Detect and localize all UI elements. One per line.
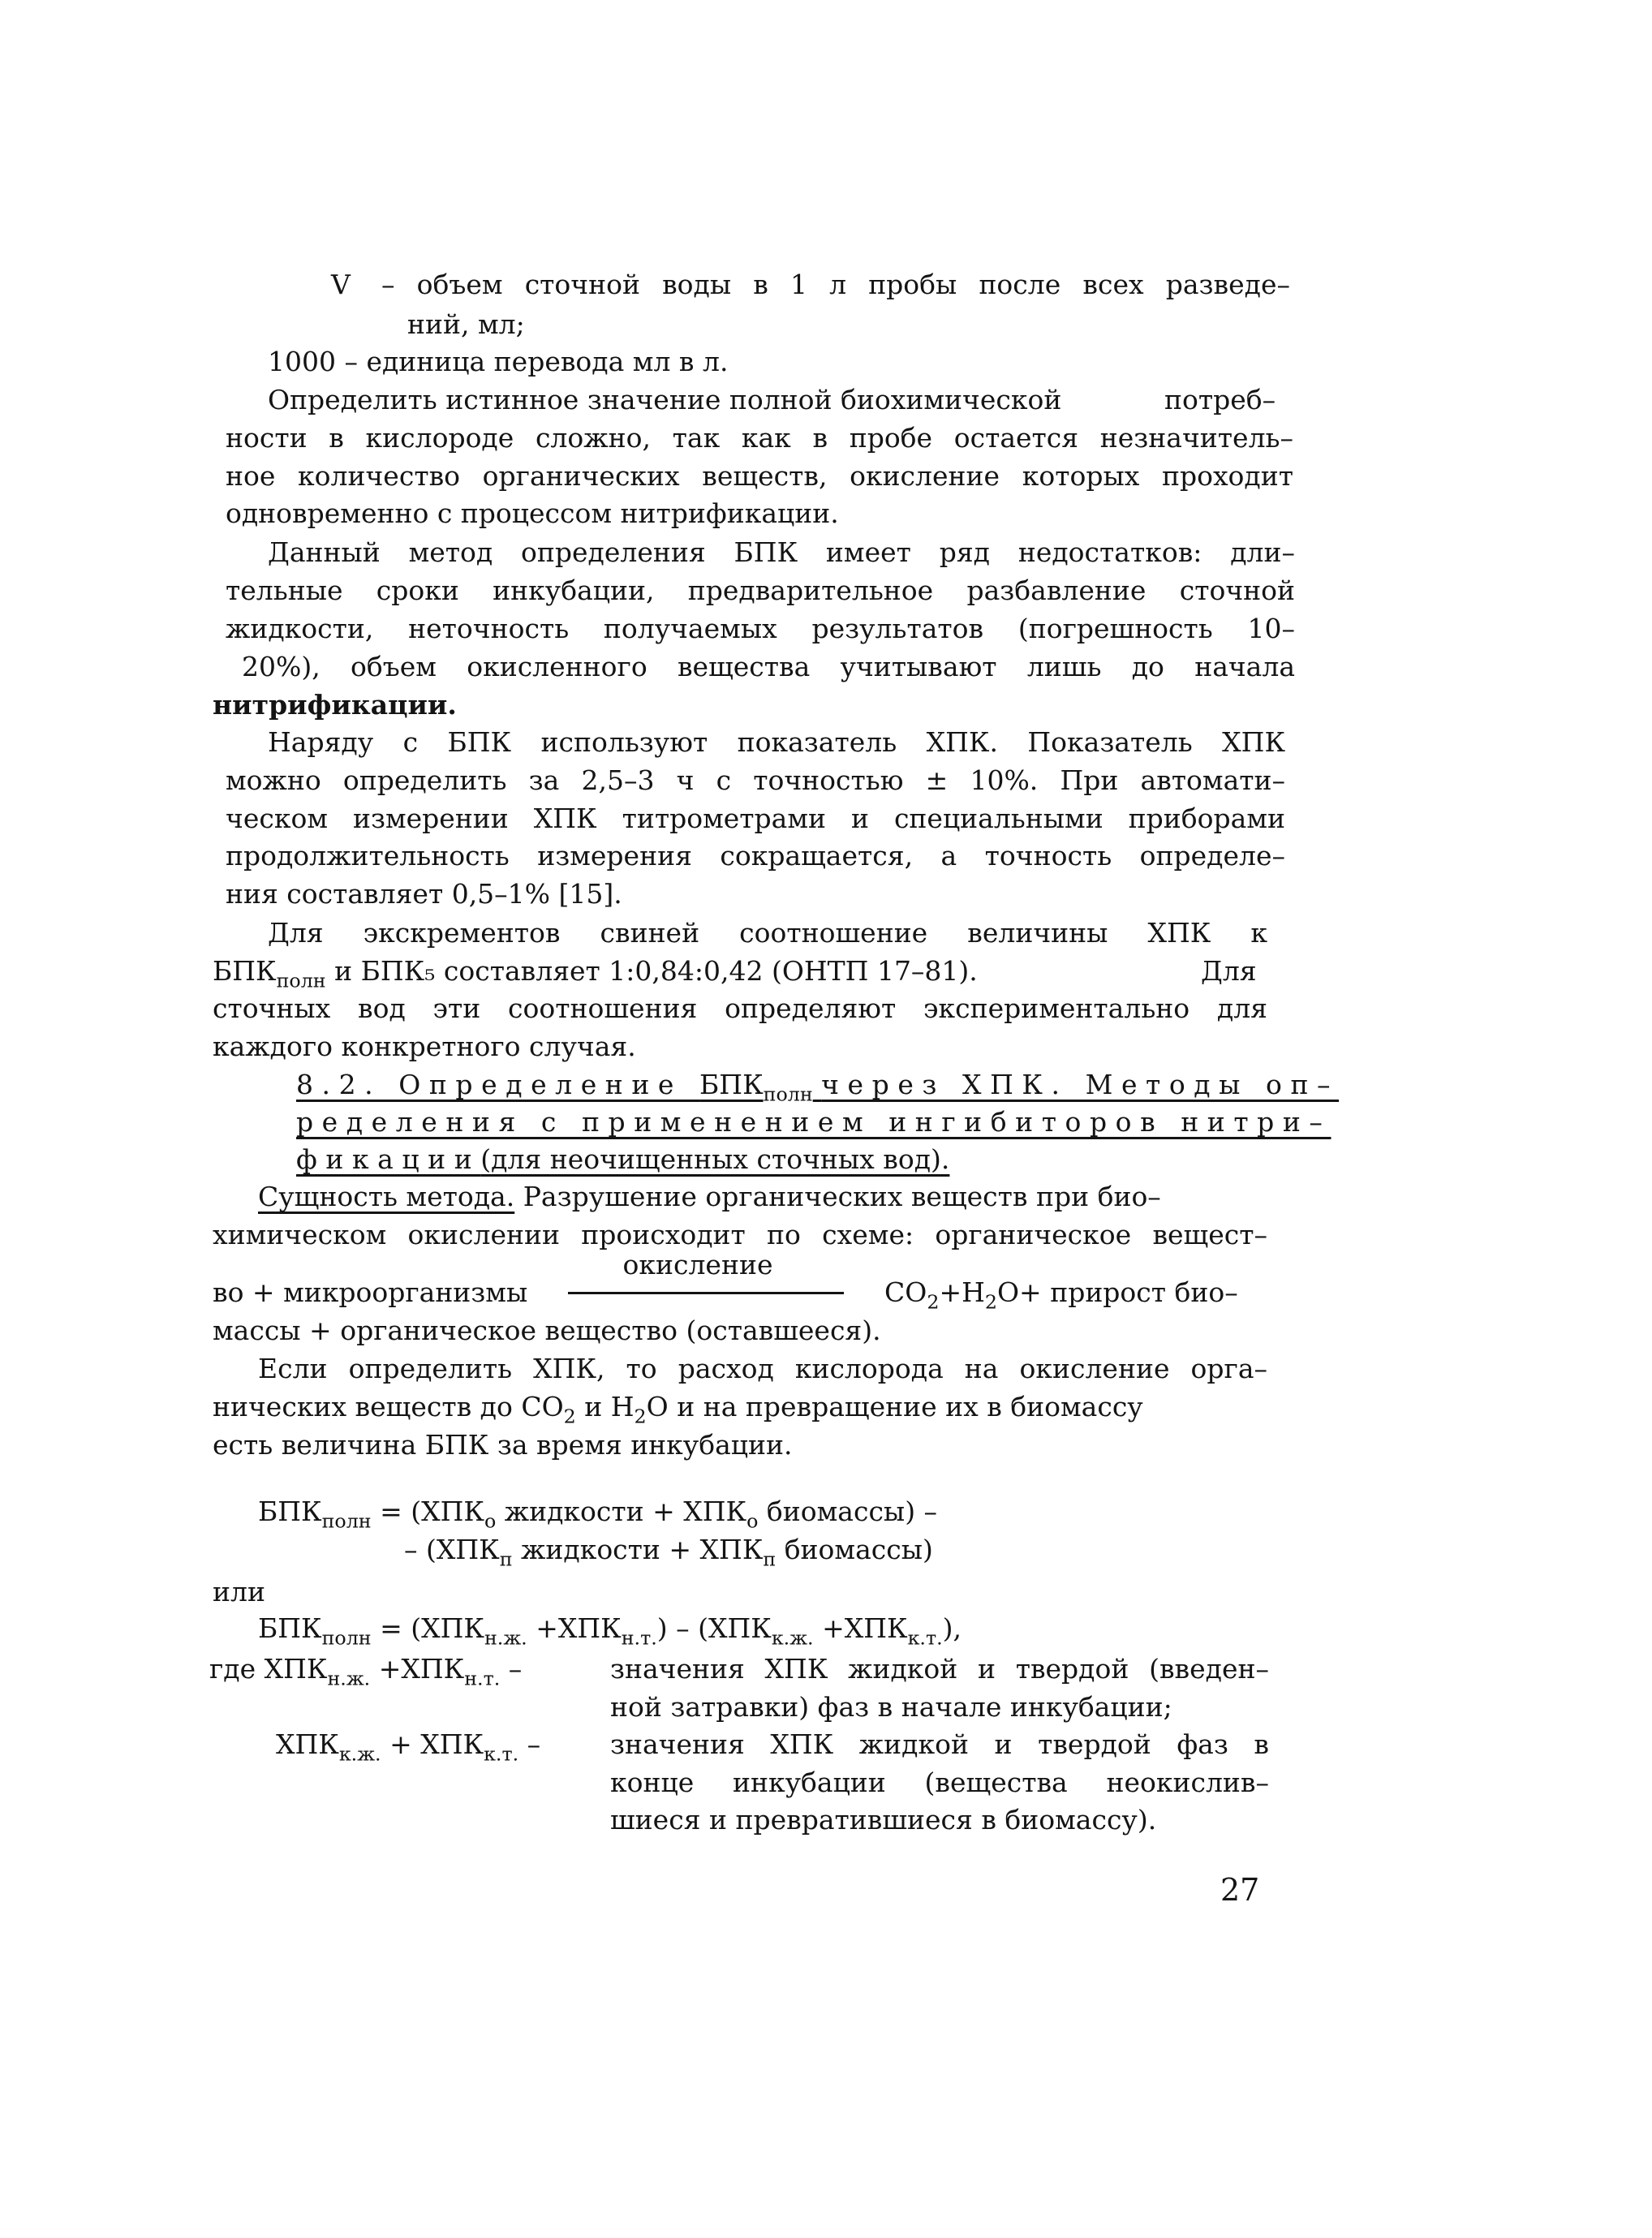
- where-def-1-line-2: ной затравки) фаз в начале инкубации;: [610, 1691, 1172, 1723]
- p3-line-2: можно определить за 2,5–3 ч с точностью ± 10%. При автомати–: [226, 764, 1285, 796]
- p1-line-1: Определить истинное значение полной биохимической: [268, 384, 1062, 415]
- p4-line-2-end: Для: [1201, 955, 1257, 987]
- p4-line-4: каждого конкретного случая.: [213, 1031, 636, 1062]
- formula-1-line-2: – ($ХПК_п$ жидкости + $ХПК_п$ биомассы): [404, 1534, 933, 1571]
- p2-line-1: Данный метод определения БПК имеет ряд недостатков: дли–: [268, 536, 1295, 568]
- formula-1-line-1: $БПК_{полн} = (ХПК_о$ жидкости + $ХПК_о$ биомассы) –: [258, 1496, 938, 1533]
- p2-line-3: жидкости, неточность получаемых результатов (погрешность 10–: [226, 613, 1295, 644]
- reaction-arrow-label: окисление: [622, 1249, 773, 1280]
- p4-line-2-start: $БПК_{полн}$ и БПК₅ составляет 1:0,84:0,42 (ОНТП 17–81).: [213, 955, 978, 992]
- p2-line-2: тельные сроки инкубации, предварительное разбавление сточной: [226, 575, 1295, 606]
- p3-line-1: Наряду с БПК используют показатель ХПК. Показатель ХПК: [268, 726, 1285, 758]
- section-heading-line-3: фикации(для неочищенных сточных вод).: [296, 1143, 950, 1175]
- p3-line-4: продолжительность измерения сокращается, а точность определе–: [226, 840, 1285, 872]
- where-def-2-line-3: шиеся и превратившиеся в биомассу).: [610, 1804, 1157, 1836]
- p5-line-1: Если определить ХПК, то расход кислорода на окисление орга–: [258, 1353, 1267, 1384]
- where-term-1: где $ХПК_{н.ж.} +ХПК_{н.т.}$ –: [209, 1653, 523, 1690]
- where-def-1-line-1: значения ХПК жидкой и твердой (введен–: [610, 1653, 1269, 1685]
- var-1000-line: 1000 – единица перевода мл в л.: [268, 346, 729, 377]
- essence-label: Сущность метода.: [258, 1181, 515, 1212]
- essence-line-1: Сущность метода. Разрушение органических веществ при био–: [258, 1181, 1161, 1212]
- p4-line-3: сточных вод эти соотношения определяют экспериментально для: [213, 992, 1267, 1024]
- essence-line-3-end: $CO_2+H_2O+$ прирост био–: [884, 1276, 1238, 1314]
- p4-line-1: Для экскрементов свиней соотношение величины ХПК к: [268, 917, 1267, 949]
- section-heading-line-1: 8.2. Определение $БПК_{полн}$ через ХПК. Методы оп–: [296, 1069, 1340, 1106]
- essence-line-3-start: во + микроорганизмы: [213, 1276, 528, 1308]
- page-number: 27: [1220, 1872, 1260, 1908]
- or-word: или: [213, 1576, 265, 1607]
- p1-line-1-end: потреб–: [1164, 384, 1276, 415]
- p1-line-2: ности в кислороде сложно, так как в пробе остается незначитель–: [226, 422, 1293, 454]
- var-v-desc-2: ний, мл;: [407, 308, 525, 340]
- where-term-2: $ХПК_{к.ж.} + ХПК_{к.т.}$ –: [276, 1728, 541, 1766]
- p1-line-3: ное количество органических веществ, окисление которых проходит: [226, 460, 1293, 492]
- where-def-2-line-2: конце инкубации (вещества неокислив–: [610, 1767, 1269, 1798]
- reaction-arrow: [568, 1292, 844, 1294]
- var-v-desc-1: – объем сточной воды в 1 л пробы после всех разведе–: [381, 269, 1290, 300]
- var-v-symbol: V: [331, 269, 351, 300]
- where-def-2-line-1: значения ХПК жидкой и твердой фаз в: [610, 1728, 1269, 1760]
- p3-line-3: ческом измерении ХПК титрометрами и специальными приборами: [226, 803, 1285, 834]
- p1-line-4: одновременно с процессом нитрификации.: [226, 497, 839, 529]
- essence-line-4: массы + органическое вещество (оставшееся).: [213, 1315, 881, 1346]
- p2-line-4: 20%), объем окисленного вещества учитывают лишь до начала: [242, 651, 1295, 682]
- essence-line-2: химическом окислении происходит по схеме: органическое вещест–: [213, 1219, 1267, 1250]
- p5-line-2: нических веществ до $CO_2$ и $H_2O$ и на превращение их в биомассу: [213, 1391, 1143, 1428]
- formula-2: $БПК_{полн} = (ХПК_{н.ж.} +ХПК_{н.т.}) - (ХПК_{к.ж.} +ХПК_{к.т.})$,: [258, 1612, 962, 1650]
- p5-line-3: есть величина БПК за время инкубации.: [213, 1429, 793, 1461]
- p2-line-5: нитрификации.: [213, 689, 457, 721]
- section-heading-line-2: ределения с применением ингибиторов нитри–: [296, 1106, 1331, 1138]
- p3-line-5: ния составляет 0,5–1% [15].: [226, 878, 622, 910]
